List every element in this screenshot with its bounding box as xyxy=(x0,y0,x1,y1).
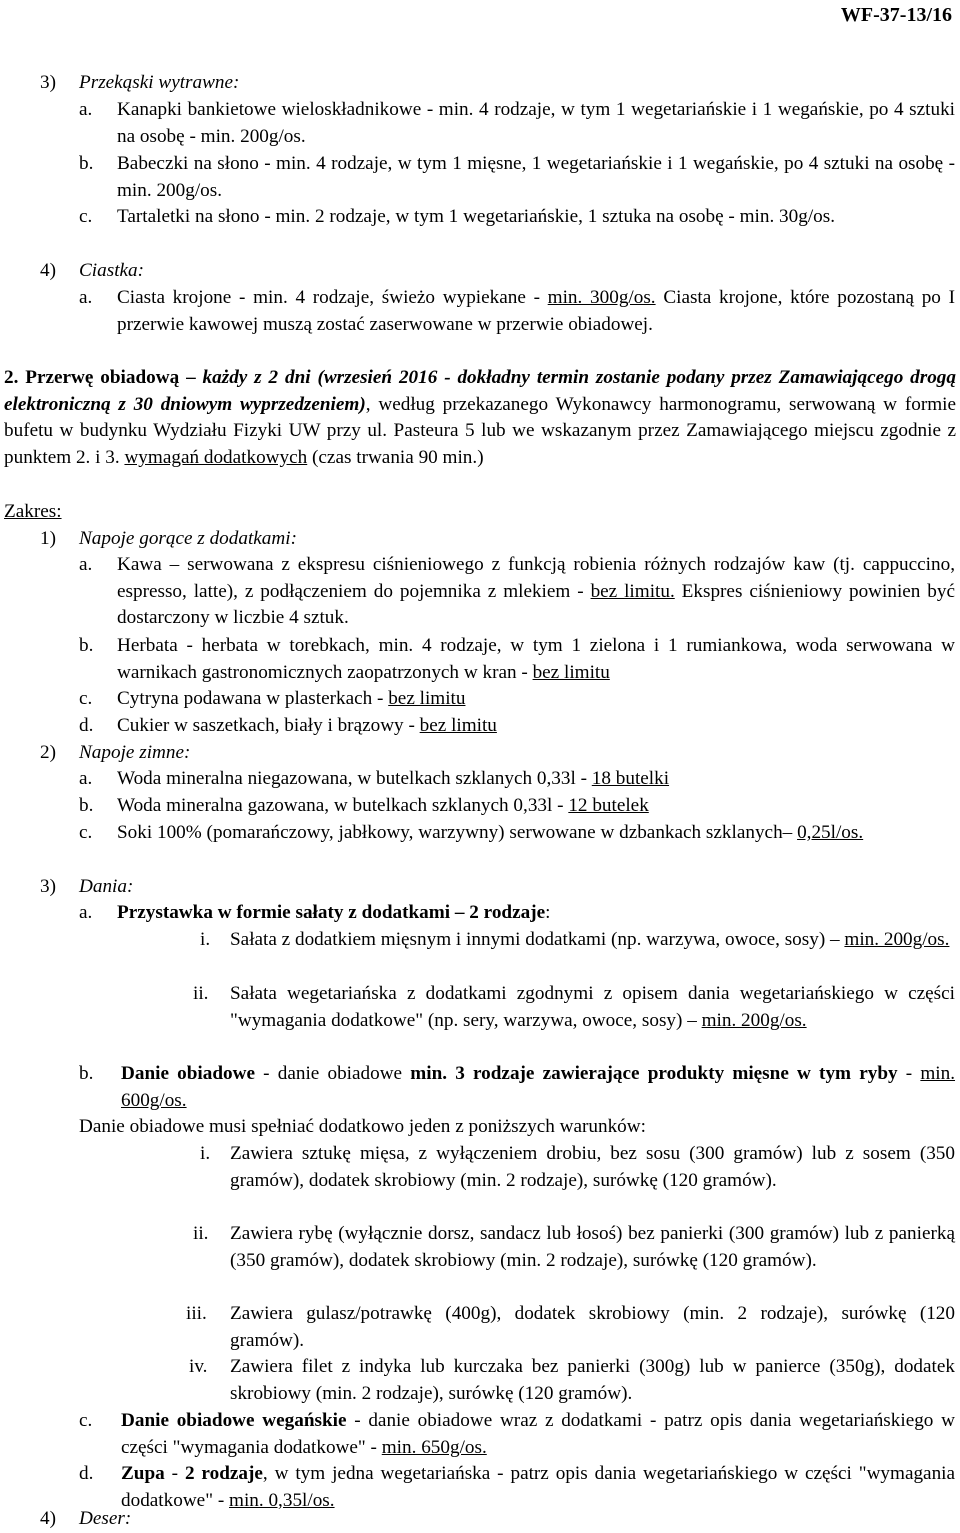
paragraph-przerwa-obiadowa xyxy=(4,365,956,471)
subitem-label: ii. xyxy=(193,983,209,1004)
item-danie-weganskie xyxy=(121,1408,955,1461)
underlined-text: bez limitu xyxy=(388,688,466,709)
underlined-text: min. 0,35l/os. xyxy=(229,1489,335,1511)
text-span: Woda mineralna niegazowana, w butelkach szklanych 0,33l - xyxy=(117,768,592,789)
item-label: a. xyxy=(79,99,93,120)
item-label: b. xyxy=(79,1063,94,1084)
text-span: Ciasta krojone - min. 4 rodzaje, świeżo wypiekane - xyxy=(117,287,548,308)
item-label: c. xyxy=(79,688,93,709)
item-label: a. xyxy=(79,768,93,789)
text-span: - danie obiadowe xyxy=(254,1063,411,1084)
subitem-salata-miesna xyxy=(230,927,955,954)
subitem-label: iii. xyxy=(186,1303,207,1324)
item-label: a. xyxy=(79,902,93,923)
bold-text: 2 rodzaje xyxy=(184,1463,263,1484)
section-number: 4) xyxy=(40,1508,56,1529)
item-babeczki: Babeczki na słono - min. 4 rodzaje, w tym 1 mięsne, 1 wegetariańskie i 1 wegańskie, po 4 sztuki na osobę - min. 200g/os. xyxy=(117,153,955,201)
item-cytryna xyxy=(117,686,955,713)
text-span: - danie obiadowe wraz z dodatkami - patrz opis dania wegetariańskiego w części "wymagania dodatkowe" - xyxy=(121,1410,955,1458)
text-span: Herbata - herbata w torebkach, min. 4 rodzaje, w tym 1 zielona i 1 rumiankowa, woda serwowana w warnikach gastronomicznych zaopatrzonych w kran - xyxy=(117,635,955,683)
section-heading-ciastka: Ciastka: xyxy=(79,260,145,281)
section-heading-napoje-gorace: Napoje gorące z dodatkami: xyxy=(79,528,297,549)
underlined-text: 12 butelek xyxy=(568,795,649,816)
underlined-text: min. 200g/os. xyxy=(701,1009,807,1031)
zakres-heading: Zakres: xyxy=(4,501,62,522)
dash: – xyxy=(179,367,203,388)
section-heading-deser: Deser: xyxy=(79,1508,132,1529)
text-span: Sałata z dodatkiem mięsnym i innymi dodatkami (np. warzywa, owoce, sosy) – xyxy=(230,929,845,950)
item-kanapki: Kanapki bankietowe wieloskładnikowe - min. 4 rodzaje, w tym 1 wegetariańskie i 1 wegańskie, po 4 sztuki na osobę - min. 200g/os. xyxy=(117,99,955,147)
section-heading-przekaski: Przekąski wytrawne: xyxy=(79,72,240,93)
item-woda-gazowana xyxy=(117,793,955,820)
subitem-salata-wegetarianska xyxy=(230,981,955,1034)
text-span: Cukier w saszetkach, biały i brązowy - xyxy=(117,715,420,736)
item-cukier xyxy=(117,713,955,740)
section-number: 4) xyxy=(40,260,56,281)
subitem-label: i. xyxy=(200,929,211,950)
bold-text: min. 3 rodzaje zawierające produkty mięsne w tym ryby xyxy=(410,1063,898,1084)
text-span: Ciasta krojone, które pozostaną po I przerwie kawowej muszą zostać zaserwowane w przerwie obiadowej. xyxy=(117,287,955,335)
underlined-text: 18 butelki xyxy=(591,768,670,789)
bold-text: Danie obiadowe wegańskie xyxy=(121,1410,347,1431)
item-label: d. xyxy=(79,1463,94,1484)
item-danie-obiadowe xyxy=(121,1061,955,1114)
condition-text: Danie obiadowe musi spełniać dodatkowo jeden z poniższych warunków: xyxy=(79,1116,646,1137)
subitem-sztuka-miesa: Zawiera sztukę mięsa, z wyłączeniem drobiu, bez sosu (300 gramów) lub z sosem (350 gramów), dodatek skrobiowy (min. 2 rodzaje), surówkę (120 gramów). xyxy=(230,1143,955,1191)
text-span: : xyxy=(545,902,551,923)
section-heading-napoje-zimne: Napoje zimne: xyxy=(79,742,191,763)
underlined-text: min. 600g/os. xyxy=(121,1063,956,1111)
subitem-label: iv. xyxy=(189,1356,208,1377)
section-number: 3) xyxy=(40,72,56,93)
underlined-text: wymagań dodatkowych xyxy=(124,446,308,468)
underlined-text: bez limitu xyxy=(419,715,497,736)
subitem-ryba: Zawiera rybę (wyłącznie dorsz, sandacz lub łosoś) bez panierki (300 gramów) lub z panierką (350 gramów), dodatek skrobiowy (min. 2 rodzaje), surówkę (120 gramów). xyxy=(230,1223,955,1271)
subitem-label: ii. xyxy=(193,1223,209,1244)
item-label: b. xyxy=(79,795,94,816)
item-label: a. xyxy=(79,287,93,308)
item-kawa xyxy=(117,552,955,632)
text-span: Soki 100% (pomarańczowy, jabłkowy, warzywny) serwowane w dzbankach szklanych– xyxy=(117,822,798,843)
text-span: (czas trwania 90 min.) xyxy=(307,446,484,468)
text-span: , w tym jedna wegetariańska - patrz opis dania wegetariańskiego w części "wymagania dodatkowe" - xyxy=(121,1463,956,1511)
subitem-label: i. xyxy=(200,1143,211,1164)
item-label: c. xyxy=(79,206,93,227)
text-span: - xyxy=(897,1063,921,1084)
text-span: Cytryna podawana w plasterkach - xyxy=(117,688,389,709)
underlined-text: min. 200g/os. xyxy=(844,929,950,950)
text-span: , według przekazanego Wykonawcy harmonogramu, serwowaną w formie bufetu w budynku Wydziału Fizyki UW przy ul. Pasteura 5 lub we wskazanym przez Zamawiającego miejscu zgodnie z punktem 2. i 3. xyxy=(4,393,956,468)
underlined-amount: min. 300g/os. xyxy=(547,287,656,308)
section-number: 1) xyxy=(40,528,56,549)
underlined-text: min. 650g/os. xyxy=(381,1436,487,1458)
section-heading-dania: Dania: xyxy=(79,876,134,897)
item-label: c. xyxy=(79,822,93,843)
item-soki xyxy=(117,820,955,847)
section-number: 3) xyxy=(40,876,56,897)
text-span: Ekspres ciśnieniowy powinien być dostarczony w liczbie 4 sztuk. xyxy=(117,580,956,629)
text-span: Kawa – serwowana z ekspresu ciśnieniowego z funkcją robienia różnych rodzajów kaw (tj. cappuccino, espresso, latte), z podłączeniem do pojemnika z mlekiem - xyxy=(117,554,955,602)
item-zupa xyxy=(121,1461,955,1514)
item-label: c. xyxy=(79,1410,93,1431)
underlined-text: bez limitu xyxy=(532,661,610,683)
bold-text: Zupa xyxy=(121,1463,165,1484)
emphasis-text: każdy z 2 dni (wrzesień 2016 - dokładny termin zostanie podany przez Zamawiającego drogą elektroniczną z 30 dniowym wyprzedzeniem) xyxy=(4,367,956,415)
underlined-text: bez limitu. xyxy=(590,580,675,602)
underlined-text: 0,25l/os. xyxy=(797,822,864,843)
bold-text: Danie obiadowe xyxy=(121,1063,255,1084)
item-tartaletki: Tartaletki na słono - min. 2 rodzaje, w tym 1 wegetariańskie, 1 sztuka na osobę - min. 30g/os. xyxy=(117,206,836,227)
section-number: 2) xyxy=(40,742,56,763)
item-woda-niegazowana xyxy=(117,766,955,793)
item-label: b. xyxy=(79,153,94,174)
item-przystawka xyxy=(117,900,955,927)
bold-text: Przystawka w formie sałaty z dodatkami – 2 rodzaje xyxy=(117,902,546,923)
text-span: Woda mineralna gazowana, w butelkach szklanych 0,33l - xyxy=(117,795,569,816)
paragraph-title: 2. Przerwę obiadową xyxy=(4,367,180,388)
subitem-filet: Zawiera filet z indyka lub kurczaka bez panierki (300g) lub w panierce (350g), dodatek skrobiowy (min. 2 rodzaje), surówkę (120 gramów). xyxy=(230,1356,955,1404)
document-id: WF-37-13/16 xyxy=(840,4,952,26)
item-label: d. xyxy=(79,715,94,736)
item-label: a. xyxy=(79,554,93,575)
subitem-gulasz: Zawiera gulasz/potrawkę (400g), dodatek skrobiowy (min. 2 rodzaje), surówkę (120 gramów). xyxy=(230,1303,955,1351)
item-herbata xyxy=(117,633,955,686)
text-span: Sałata wegetariańska z dodatkami zgodnymi z opisem dania wegetariańskiego w części "wymagania dodatkowe" (np. sery, warzywa, owoce, sosy) – xyxy=(230,983,955,1031)
text-span: - xyxy=(164,1463,185,1484)
item-label: b. xyxy=(79,635,94,656)
item-ciasta xyxy=(117,285,955,338)
